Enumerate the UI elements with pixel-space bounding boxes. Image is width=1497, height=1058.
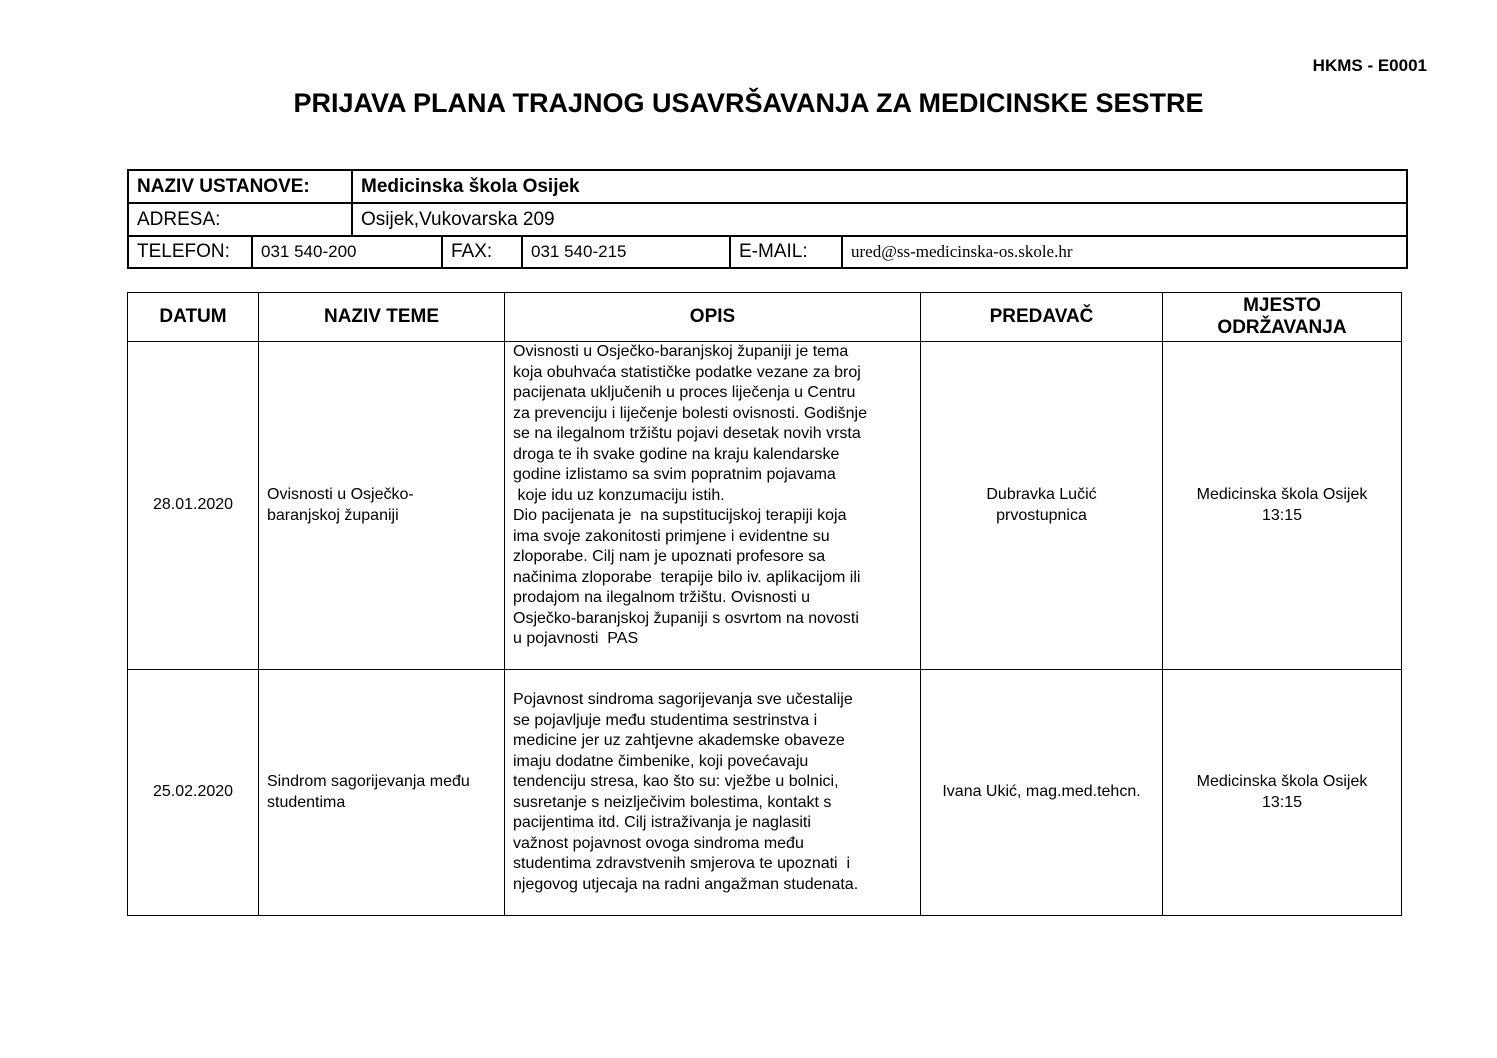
document-code: HKMS - E0001 (1312, 56, 1427, 75)
row-place-line1: Medicinska škola Osijek (1196, 486, 1368, 503)
description-line: droga te ih svake godine na kraju kalendarske (513, 445, 840, 463)
row-place-line2: 13:15 (1261, 793, 1303, 811)
description-line: studentima zdravstvenih smjerova te upoznati i (513, 855, 851, 872)
row-topic (259, 670, 505, 916)
description-line: Osječko-baranjskoj županiji s osvrtom na novosti (513, 609, 859, 627)
description-line: se na ilegalnom tržištu pojavi desetak novih vrsta (513, 425, 861, 442)
header-lecturer: PREDAVAČ (921, 293, 1163, 342)
description-line: pacijenata uključenih u proces liječenja u Centru (513, 384, 856, 401)
row-description (505, 342, 921, 670)
description-line: susretanje s neizlječivim bolestima, kontakt s (513, 793, 832, 811)
row-topic-line2: studentima (267, 793, 346, 811)
institution-name-row (129, 171, 1406, 204)
description-line: imaju dodatne čimbenike, koji povećavaju (513, 752, 809, 770)
description-line: prodajom na ilegalnom tržištu. Ovisnosti u (513, 589, 811, 606)
document-title: PRIJAVA PLANA TRAJNOG USAVRŠAVANJA ZA MEDICINSKE SESTRE (293, 88, 1204, 118)
description-line: načinima zloporabe terapije bilo iv. aplikacijom ili (513, 568, 861, 586)
description-line: pacijentima itd. Cilj istraživanja je naglasiti (513, 814, 811, 831)
table-row (128, 670, 1402, 916)
row-lecturer-line2: prvostupnica (996, 506, 1087, 524)
row-date: 28.01.2020 (128, 342, 259, 670)
description-line: zloporabe. Cilj nam je upoznati profesore sa (513, 548, 826, 565)
table-row (128, 342, 1402, 670)
institution-name-value: Medicinska škola Osijek (361, 175, 580, 197)
row-lecturer (921, 670, 1163, 916)
address-label: ADRESA: (129, 204, 353, 235)
row-place-line2: 13:15 (1261, 506, 1303, 524)
row-lecturer (921, 342, 1163, 670)
row-lecturer-line1: Ivana Ukić, mag.med.tehcn. (942, 783, 1141, 801)
row-place-line1: Medicinska škola Osijek (1196, 773, 1368, 790)
row-topic-line1: Ovisnosti u Osječko- (267, 486, 414, 503)
row-place (1163, 670, 1402, 916)
description-line: se pojavljuje među studentima sestrinstva i (513, 711, 818, 729)
description-line: Dio pacijenata je na supstitucijskoj terapiji koja (513, 507, 847, 524)
institution-name-label: NAZIV USTANOVE: (129, 171, 353, 202)
row-date: 25.02.2020 (128, 670, 259, 916)
description-line: Pojavnost sindroma sagorijevanja sve učestalije (513, 691, 853, 708)
row-topic-line2: baranjskoj županiji (267, 506, 399, 524)
address-row (129, 204, 1406, 237)
row-place (1163, 342, 1402, 670)
row-description (505, 670, 921, 916)
description-line: važnost pojavnost ovoga sindroma među (513, 834, 804, 852)
header-description: OPIS (505, 293, 921, 342)
header-place-line2: ODRŽAVANJA (1217, 317, 1347, 338)
phone-value: 031 540-200 (253, 237, 443, 267)
header-topic: NAZIV TEME (259, 293, 505, 342)
education-plan-table (127, 292, 1402, 916)
row-topic (259, 342, 505, 670)
table-header-row (128, 293, 1402, 342)
fax-label: FAX: (443, 237, 523, 267)
header-place (1163, 293, 1402, 342)
description-line: koje idu uz konzumaciju istih. (513, 486, 725, 504)
description-line: njegovog utjecaja na radni angažman studenata. (513, 875, 859, 893)
description-line: ima svoje zakonitosti primjene i evidentne su (513, 527, 830, 545)
row-topic-line1: Sindrom sagorijevanja među (267, 773, 470, 790)
header-place-line1: MJESTO (1243, 295, 1321, 316)
header-date: DATUM (128, 293, 259, 342)
description-line: medicine jer uz zahtjevne akademske obaveze (513, 732, 845, 749)
email-label: E-MAIL: (731, 237, 843, 267)
phone-label: TELEFON: (129, 237, 253, 267)
description-line: Ovisnosti u Osječko-baranjskoj županiji je tema (513, 343, 849, 360)
contact-row (129, 237, 1406, 267)
description-line: tendenciju stresa, kao što su: vježbe u bolnici, (513, 773, 839, 790)
fax-value: 031 540-215 (523, 237, 731, 267)
address-value: Osijek,Vukovarska 209 (361, 208, 555, 230)
description-line: u pojavnosti PAS (513, 630, 639, 647)
description-line: koja obuhvaća statističke podatke vezane za broj (513, 363, 861, 381)
description-line: godine izlistamo sa svim popratnim pojavama (513, 466, 836, 483)
email-value: ured@ss-medicinska-os.skole.hr (851, 242, 1073, 261)
description-line: za prevenciju i liječenje bolesti ovisnosti. Godišnje (513, 404, 867, 422)
row-lecturer-line1: Dubravka Lučić (986, 486, 1097, 503)
institution-info-table (127, 169, 1408, 269)
